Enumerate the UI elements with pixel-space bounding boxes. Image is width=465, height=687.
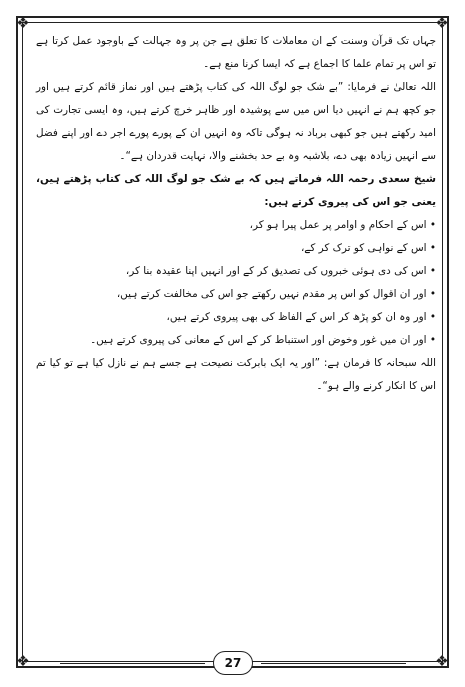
bullet-item: • اور وہ ان کو پڑھ کر اس کے الفاظ کی بھی پیروی کرتے ہیں، <box>166 311 436 323</box>
footer-rule <box>60 663 205 664</box>
paragraph-intro: جہاں تک قرآن وسنت کے ان معاملات کا تعلق ہے جن پر وہ جہالت کے باوجود عمل کرتا ہے تو اس پر تمام علما کا اجماع ہے کہ ایسا کرنا منع ہے۔ <box>36 35 436 70</box>
corner-ornament-icon: ❖ <box>435 652 449 670</box>
bullet-item: • اور ان میں غور وخوض اور استنباط کر کے اس کے معانی کی پیروی کرتے ہیں۔ <box>90 334 436 346</box>
bullet-item: • اس کے نواہی کو ترک کر کے، <box>300 242 436 254</box>
paragraph-sheikh-saadi: شیخ سعدی رحمہ اللہ فرماتے ہیں کہ بے شک جو لوگ اللہ کی کتاب پڑھتے ہیں، یعنی جو اس کی پیروی کرتے ہیں: <box>36 173 436 208</box>
corner-ornament-icon: ❖ <box>16 14 30 32</box>
bullet-item: • اس کی دی ہوئی خبروں کی تصدیق کر کے اور انہیں اپنا عقیدہ بنا کر، <box>125 265 436 277</box>
bullet-item: • اور ان اقوال کو اس پر مقدم نہیں رکھتے جو اس کی مخالفت کرتے ہیں، <box>116 288 436 300</box>
paragraph-closing-verse: اللہ سبحانہ کا فرمان ہے: ”اور یہ ایک بابرکت نصیحت ہے جسے ہم نے نازل کیا ہے تو کیا تم اس کا انکار کرنے والے ہو“۔ <box>36 357 436 392</box>
page-number: 27 <box>213 651 253 675</box>
corner-ornament-icon: ❖ <box>16 652 30 670</box>
paragraph-quran-verse: اللہ تعالیٰ نے فرمایا: ”بے شک جو لوگ اللہ کی کتاب پڑھتے ہیں اور نماز قائم کرتے ہیں اور جو کچھ ہم نے انہیں دیا اس میں سے پوشیدہ اور ظاہر خرچ کرتے ہیں، وہ ایسی تجارت کی امید رکھتے ہیں جو کبھی برباد نہ ہوگی تاکہ وہ انہیں ان کے پورے پورے اجر دے اور اپنے فضل سے انہیں زیادہ بھی دے، بلاشبہ وہ بے حد بخشنے والا، نہایت قدردان ہے“۔ <box>36 81 436 162</box>
bullet-item: • اس کے احکام و اوامر پر عمل پیرا ہو کر، <box>249 219 436 231</box>
corner-ornament-icon: ❖ <box>435 14 449 32</box>
footer-rule <box>261 663 406 664</box>
page-body <box>36 30 436 640</box>
